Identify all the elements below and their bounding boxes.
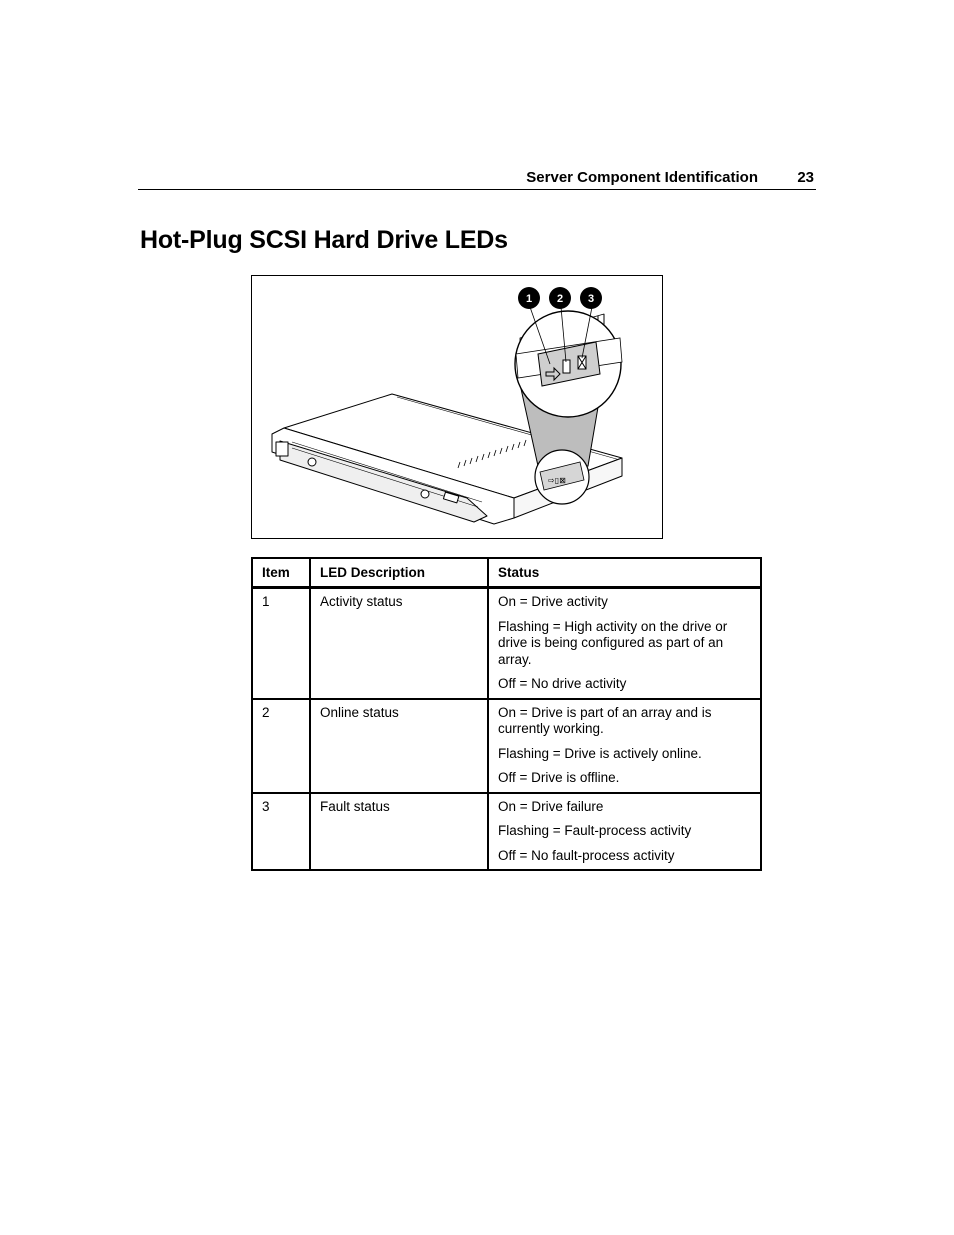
table-row	[252, 588, 761, 699]
row-description: Fault status	[310, 793, 488, 871]
status-line: Off = Drive is offline.	[498, 770, 620, 785]
status-line: Flashing = Drive is actively online.	[498, 745, 702, 761]
section-title: Server Component Identification	[526, 169, 758, 186]
row-item: 1	[252, 588, 310, 699]
row-item: 3	[252, 793, 310, 871]
row-item: 2	[252, 699, 310, 793]
table-row	[252, 793, 761, 871]
callout-2	[549, 287, 571, 309]
callout-1	[518, 287, 540, 309]
header-item: Item	[252, 558, 310, 588]
hard-drive-illustration	[252, 276, 662, 538]
page-number: 23	[797, 169, 814, 186]
callout-3	[580, 287, 602, 309]
online-led-icon	[563, 360, 570, 373]
status-line: Flashing = High activity on the drive or drive is being configured as part of an array.	[498, 618, 728, 667]
status-line: Off = No fault-process activity	[498, 847, 675, 863]
row-status	[488, 793, 761, 871]
svg-text:2: 2	[556, 293, 564, 305]
status-line: On = Drive is part of an array and is currently working.	[498, 704, 712, 736]
row-status	[488, 588, 761, 699]
running-header	[138, 168, 816, 190]
row-description: Activity status	[310, 588, 488, 699]
svg-text:3: 3	[587, 293, 595, 305]
table-header-row	[252, 558, 761, 588]
hard-drive-led-figure	[251, 275, 663, 539]
svg-text:1: 1	[525, 293, 533, 305]
header-led-description: LED Description	[310, 558, 488, 588]
page-title: Hot-Plug SCSI Hard Drive LEDs	[140, 226, 508, 254]
svg-text:⇨▯⊠: ⇨▯⊠	[548, 476, 566, 485]
status-line: Flashing = Fault-process activity	[498, 823, 692, 838]
row-description: Online status	[310, 699, 488, 793]
table-row	[252, 699, 761, 793]
header-status: Status	[488, 558, 761, 588]
status-line: On = Drive activity	[498, 594, 608, 609]
status-line: On = Drive failure	[498, 798, 604, 814]
led-description-table	[251, 557, 762, 871]
row-status	[488, 699, 761, 793]
status-line: Off = No drive activity	[498, 676, 627, 691]
